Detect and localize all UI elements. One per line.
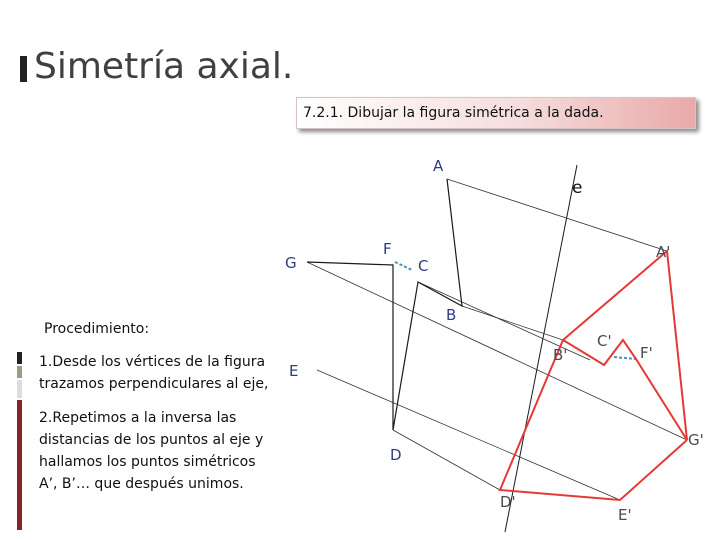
construction-line-d [393,430,500,490]
axis-label: e [572,178,583,198]
step-2-line-4: A’, B’… que después unimos. [39,476,244,492]
original-figure [307,179,462,430]
dash-link-f [395,262,412,270]
point-label-e-prime: E' [618,506,632,524]
point-label-a: A [433,157,444,175]
point-label-d: D [390,446,402,464]
point-label-b: B [446,306,457,324]
step-1-line-2: trazamos perpendiculares al eje, [39,376,269,392]
point-label-f-prime: F' [640,344,653,362]
step-2-line-2: distancias de los puntos al eje y [39,432,264,448]
slide-title: Simetría axial. [34,46,294,87]
step-1-line-1: 1.Desde los vértices de la figura [39,354,266,370]
procedure-heading: Procedimiento: [44,321,150,337]
point-label-f: F [383,240,392,258]
point-label-d-prime: D' [500,493,516,511]
construction-line-a [447,179,667,251]
point-label-g-prime: G' [688,431,704,449]
point-label-b-prime: B' [553,346,568,364]
point-label-c: C [418,257,429,275]
point-label-a-prime: A' [656,243,671,261]
task-text: 7.2.1. Dibujar la figura simétrica a la dada. [303,105,604,121]
symmetric-figure-lower [500,340,687,500]
symmetric-figure-upper [563,251,687,440]
point-label-c-prime: C' [597,332,612,350]
step-2-line-3: hallamos los puntos simétricos [39,454,256,470]
dash-link-f-prime [614,357,636,359]
step-2-line-1: 2.Repetimos a la inversa las [39,410,237,426]
point-label-e: E [289,362,299,380]
point-label-g: G [285,254,297,272]
construction-line-e [317,370,620,500]
